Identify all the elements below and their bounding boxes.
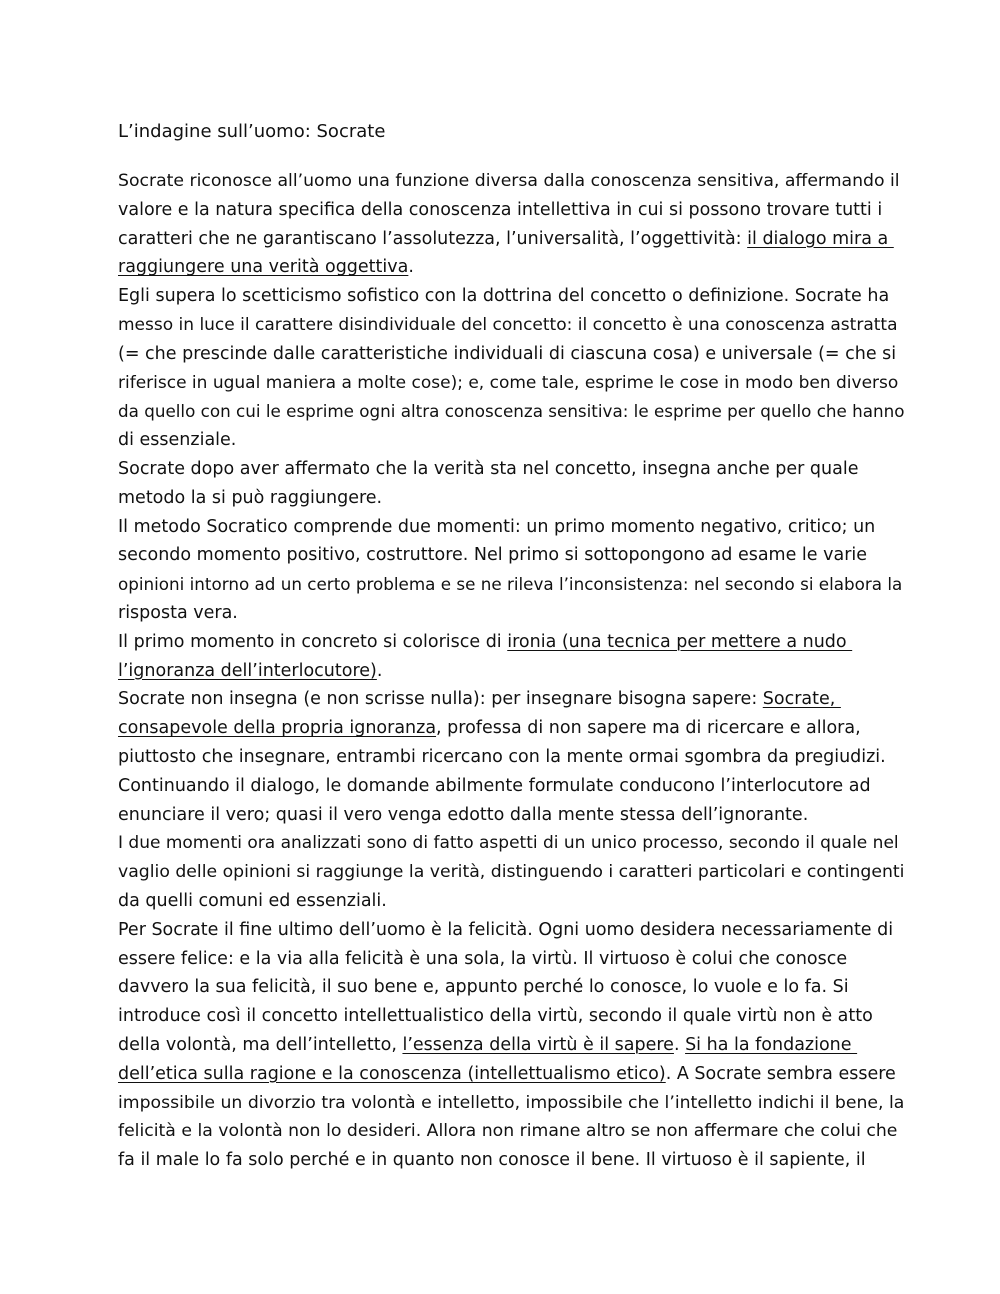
text-run: della volontà, ma dell’intelletto, — [118, 1034, 403, 1055]
text-line — [118, 657, 908, 686]
text-line — [118, 541, 908, 570]
text-run: Il primo momento in concreto si colorisce di — [118, 631, 508, 652]
text-run: secondo momento positivo, costruttore. Nel primo si sottopongono ad esame le varie — [118, 545, 868, 566]
text-run: davvero la sua felicità, il suo bene e, appunto perché lo conosce, lo vuole e lo fa. Si — [118, 977, 849, 998]
text-run: Socrate non insegna (e non scrisse nulla): per insegnare bisogna sapere: — [118, 689, 763, 710]
text-line — [118, 1089, 908, 1118]
text-run: . — [376, 660, 383, 681]
text-run: piuttosto che insegnare, entrambi ricercano con la mente ormai sgombra da pregiudizi. — [118, 746, 886, 767]
text-line — [118, 916, 908, 945]
text-run: Continuando il dialogo, le domande abilmente formulate conducono l’interlocutore ad — [118, 775, 871, 796]
text-line — [118, 167, 908, 196]
text-run: caratteri che ne garantiscano l’assolutezza, l’universalità, l’oggettività: — [118, 228, 748, 249]
text-run: , professa di non sapere ma di ricercare e allora, — [436, 718, 861, 739]
underlined-text: l’ignoranza dell’interlocutore) — [118, 660, 377, 681]
text-line — [118, 801, 908, 830]
text-line — [118, 945, 908, 974]
text-run: essere felice: e la via alla felicità è una sola, la virtù. Il virtuoso è colui che conosce — [118, 948, 848, 969]
text-line — [118, 887, 908, 916]
text-line — [118, 973, 908, 1002]
text-run: da quello con cui le esprime ogni altra conoscenza sensitiva: le esprime per quello che hanno — [118, 401, 905, 422]
text-run: . — [673, 1034, 686, 1055]
text-line — [118, 628, 908, 657]
text-run: Per Socrate il fine ultimo dell’uomo è la felicità. Ogni uomo desidera necessariamente di — [118, 919, 894, 940]
text-run: da quelli comuni ed essenziali. — [118, 890, 387, 911]
text-line — [118, 1060, 908, 1089]
text-run: fa il male lo fa solo perché e in quanto non conosce il bene. Il virtuoso è il sapiente, il — [118, 1150, 866, 1171]
text-run: Il metodo Socratico comprende due momenti: un primo momento negativo, critico; un — [118, 516, 876, 537]
text-line — [118, 426, 908, 455]
text-run: opinioni intorno ad un certo problema e se ne rileva l’inconsistenza: nel secondo si elabora la — [118, 574, 903, 595]
text-run: valore e la natura specifica della conoscenza intellettiva in cui si possono trovare tutti i — [118, 199, 883, 220]
text-line — [118, 599, 908, 628]
underlined-text: ironia (una tecnica per mettere a nudo — [507, 631, 853, 652]
text-run: . A Socrate sembra essere — [665, 1063, 896, 1084]
text-line — [118, 340, 908, 369]
text-line — [118, 1031, 908, 1060]
text-run: impossibile un divorzio tra volontà e intelletto, impossibile che l’intelletto indichi il bene, la — [118, 1092, 905, 1113]
text-run: vaglio delle opinioni si raggiunge la verità, distinguendo i caratteri particolari e contingenti — [118, 862, 905, 883]
text-run: messo in luce il carattere disindividuale del concetto: il concetto è una conoscenza astratta — [118, 314, 898, 335]
underlined-text: l’essenza della virtù è il sapere — [402, 1034, 674, 1055]
text-run: riferisce in ugual maniera a molte cose); e, come tale, esprime le cose in modo ben diverso — [118, 372, 899, 393]
text-run: introduce così il concetto intellettualistico della virtù, secondo il quale virtù non è atto — [118, 1006, 873, 1027]
text-line — [118, 484, 908, 513]
underlined-text: consapevole della propria ignoranza — [118, 718, 437, 739]
text-run: felicità e la volontà non lo desideri. Allora non rimane altro se non affermare che colui che — [118, 1121, 898, 1142]
underlined-text: Socrate, — [762, 689, 841, 710]
text-run: risposta vera. — [118, 602, 238, 623]
text-run: Socrate dopo aver affermato che la verità sta nel concetto, insegna anche per quale — [118, 458, 859, 479]
text-line — [118, 513, 908, 542]
text-run: Socrate riconosce all’uomo una funzione diversa dalla conoscenza sensitiva, affermando il — [118, 171, 900, 191]
text-run: . — [408, 257, 414, 278]
text-run: di essenziale. — [118, 430, 237, 451]
text-line — [118, 743, 908, 772]
text-line — [118, 1117, 908, 1146]
text-line — [118, 455, 908, 484]
text-line — [118, 858, 908, 887]
text-line — [118, 1146, 908, 1175]
document-body — [118, 167, 908, 1175]
underlined-text: il dialogo mira a — [747, 228, 894, 249]
text-line — [118, 714, 908, 743]
text-run: (= che prescinde dalle caratteristiche individuali di ciascuna cosa) e universale (= che si — [118, 343, 897, 364]
text-run: Egli supera lo scetticismo sofistico con la dottrina del concetto o definizione. Socrate ha — [118, 286, 890, 307]
underlined-text: raggiungere una verità oggettiva — [118, 257, 409, 278]
text-line — [118, 1002, 908, 1031]
text-run: enunciare il vero; quasi il vero venga edotto dalla mente stessa dell’ignorante. — [118, 804, 809, 825]
text-line — [118, 225, 908, 254]
text-line — [118, 196, 908, 225]
text-line — [118, 369, 908, 398]
underlined-text: Si ha la fondazione — [685, 1034, 858, 1055]
text-line — [118, 253, 908, 282]
text-run: I due momenti ora analizzati sono di fatto aspetti di un unico processo, secondo il quale nel — [118, 833, 899, 854]
text-line — [118, 397, 908, 426]
text-line — [118, 282, 908, 311]
underlined-text: dell’etica sulla ragione e la conoscenza (intellettualismo etico) — [118, 1063, 666, 1084]
document-title: L’indagine sull’uomo: Socrate — [118, 121, 386, 142]
text-line — [118, 311, 908, 340]
text-line — [118, 570, 908, 599]
text-line — [118, 772, 908, 801]
text-line — [118, 829, 908, 858]
text-run: metodo la si può raggiungere. — [118, 487, 383, 508]
text-line — [118, 685, 908, 714]
